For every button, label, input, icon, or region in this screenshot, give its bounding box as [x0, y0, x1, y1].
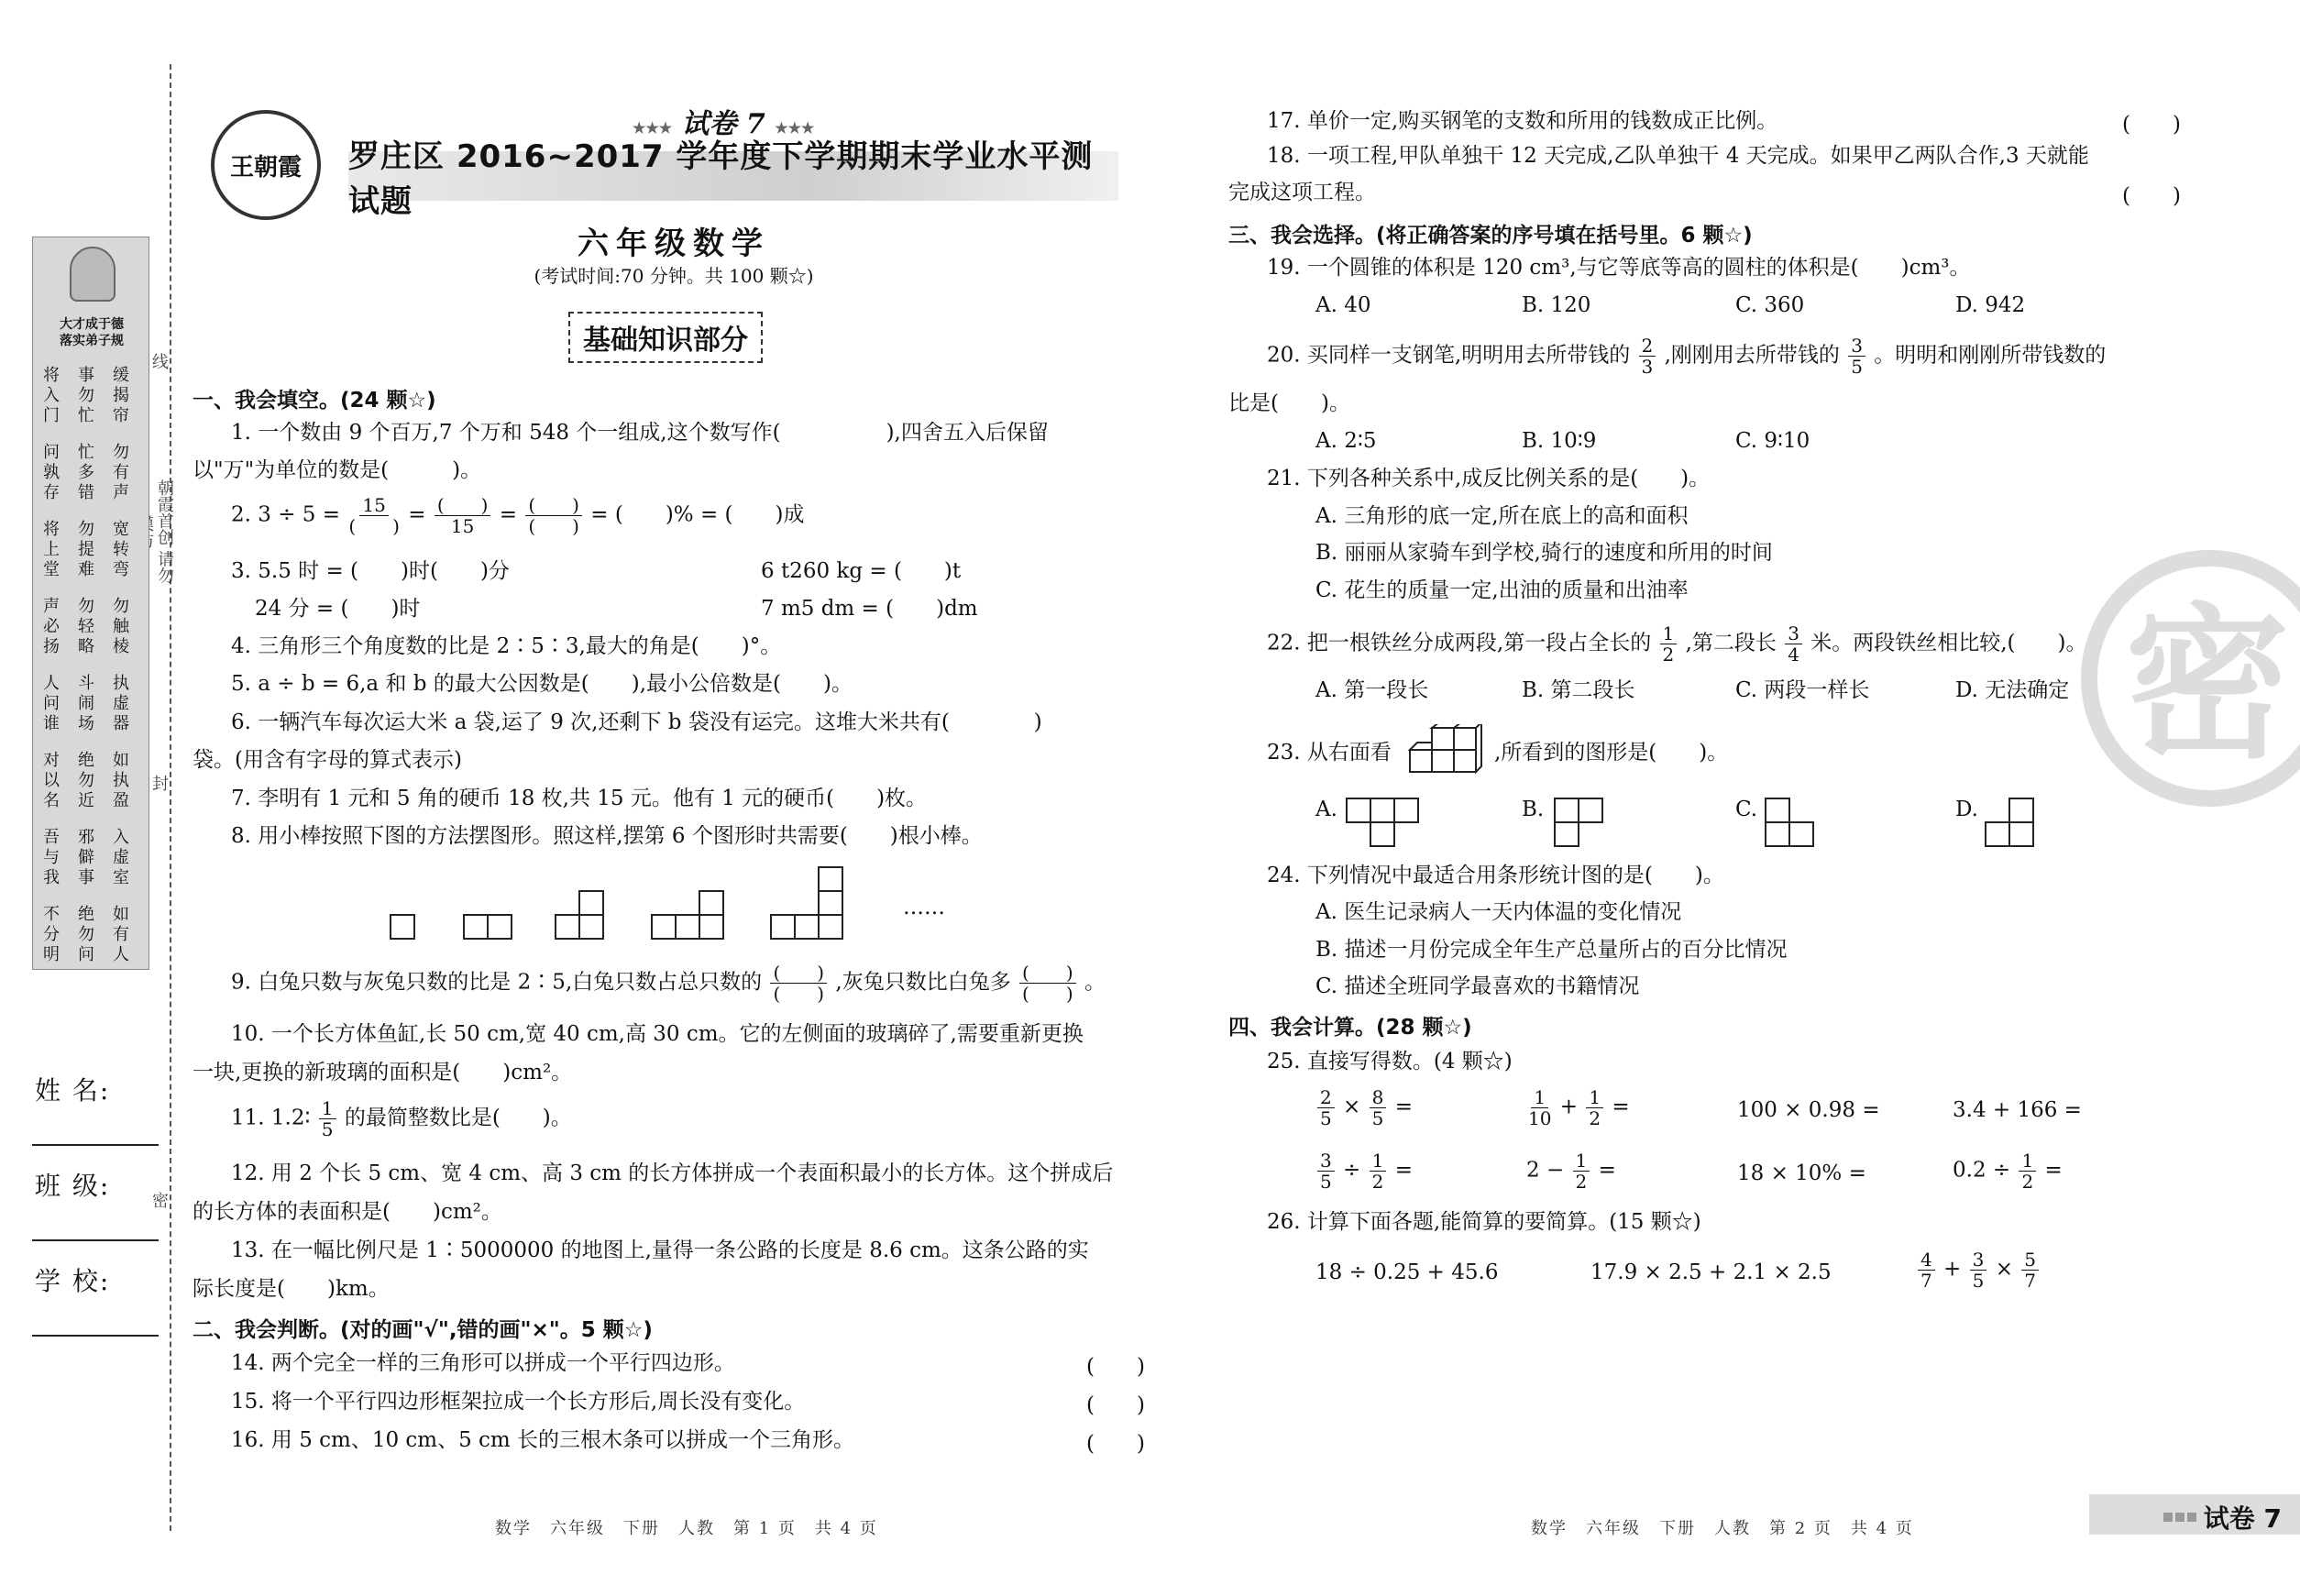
motto-box: [32, 237, 149, 970]
stick-figure-4a: [651, 914, 677, 940]
q21-option-a: A. 三角形的底一定,所在底上的高和面积: [1315, 504, 1689, 528]
question-9: 9. 白兔只数与灰兔只数的比是 2∶5,白兔只数占总只数的 $\frac{( )}{( )}$ ,灰兔只数比白兔多 $\frac{( )}{( )}$ 。: [231, 962, 1106, 1005]
q2-suffix: = ( )% = ( )成: [590, 502, 805, 527]
stick-figure-5a: [770, 914, 796, 940]
corner-squares: [2163, 1513, 2196, 1522]
motto-text: 事勿忙: [78, 366, 94, 425]
slogan-line-2: 落实弟子规: [60, 334, 124, 348]
question-3-left-2: 24 分 = ( )时: [255, 597, 421, 621]
q9-fraction-2: $\frac{( )}{( )}$: [1019, 963, 1076, 1004]
q20-option-c: C. 9∶10: [1735, 429, 1810, 453]
q2-prefix: 2. 3 ÷ 5 =: [231, 502, 340, 527]
q25-item-3: 100 × 0.98 =: [1737, 1098, 1880, 1122]
q20-option-b: B. 10∶9: [1522, 429, 1597, 453]
q14-answer-paren[interactable]: ( ): [1086, 1355, 1145, 1379]
motto-columns: [40, 366, 132, 965]
motto-row: [40, 674, 132, 734]
motto-text: 声必扬: [43, 597, 60, 656]
page-1: [193, 0, 1155, 1596]
motto-text: 勿有声: [113, 443, 129, 502]
q26-item-2: 17.9 × 2.5 + 2.1 × 2.5: [1590, 1260, 1832, 1284]
question-20: 20. 买同样一支钢笔,明明用去所带钱的 $\frac{2}{3}$ ,刚刚用去所带钱的 $\frac{3}{5}$ 。明明和刚刚所带钱数的: [1267, 335, 2107, 378]
stick-figure-3b: [578, 914, 604, 940]
q16-answer-paren[interactable]: ( ): [1086, 1432, 1145, 1456]
question-24: 24. 下列情况中最适合用条形统计图的是( )。: [1267, 864, 1724, 887]
question-12-line-2: 的长方体的表面积是( )cm²。: [193, 1200, 502, 1224]
motto-row: [40, 520, 132, 580]
question-3-right-1: 6 t260 kg = ( )t: [761, 559, 962, 583]
stick-figure-3a: [555, 914, 580, 940]
q25-item-8: 0.2 ÷ $\frac{1}{2}$ =: [1953, 1150, 2063, 1193]
q9-fraction-1: $\frac{( )}{( )}$: [770, 963, 827, 1004]
question-10-line-1: 10. 一个长方体鱼缸,长 50 cm,宽 40 cm,高 30 cm。它的左侧面的玻璃碎了,需要重新更换: [231, 1022, 1084, 1046]
q25-item-5: $\frac{3}{5}$ ÷ $\frac{1}{2}$ =: [1315, 1150, 1413, 1192]
stick-figure-5e: [818, 866, 843, 892]
q19-option-b: B. 120: [1522, 293, 1591, 317]
q25-item-4: 3.4 + 166 =: [1953, 1098, 2082, 1122]
exam-info: (考试时间:70 分钟。共 100 颗☆): [534, 265, 814, 287]
exam-title: 罗庄区 2016~2017 学年度下学期期末学业水平测试题: [348, 138, 1094, 220]
page-1-footer: 数学 六年级 下册 人教 第 1 页 共 4 页: [495, 1519, 878, 1538]
school-field[interactable]: [32, 1335, 159, 1337]
q26-item-1: 18 ÷ 0.25 + 45.6: [1315, 1260, 1499, 1284]
q15-answer-paren[interactable]: ( ): [1086, 1393, 1145, 1417]
corner-paper-label: [2163, 1499, 2282, 1535]
stick-figure-2a: [463, 914, 489, 940]
section-4-title: 四、我会计算。(28 颗☆): [1228, 1016, 1472, 1040]
q20-fraction-2: $\frac{3}{5}$: [1848, 336, 1865, 377]
q11-fraction: $\frac{1}{5}$: [319, 1098, 336, 1139]
binding-mark-seal-2: 封: [152, 775, 169, 794]
question-11: 11. 1.2∶ $\frac{1}{5}$ 的最简整数比是( )。: [231, 1097, 572, 1140]
stick-figure-5c: [818, 914, 843, 940]
motto-row: [40, 443, 132, 503]
stick-figure-4b: [675, 914, 700, 940]
q25-item-2: $\frac{1}{10}$ + $\frac{1}{2}$ =: [1528, 1086, 1630, 1129]
motto-text: 忙多错: [78, 443, 94, 502]
q23-option-c: C.: [1735, 798, 1758, 821]
publisher-logo: 王朝霞: [211, 110, 321, 220]
stick-figures: [390, 857, 1031, 949]
section-box: 基础知识部分: [568, 312, 763, 363]
q18-answer-paren[interactable]: ( ): [2122, 184, 2181, 208]
q24-option-a: A. 医生记录病人一天内体温的变化情况: [1315, 900, 1682, 924]
question-23-prefix: 23. 从右面看: [1267, 741, 1392, 765]
q22-fraction-2: $\frac{3}{4}$: [1785, 623, 1802, 665]
motto-text: 执虚器: [113, 674, 129, 733]
q22-fraction-1: $\frac{1}{2}$: [1660, 623, 1678, 665]
q24-option-c: C. 描述全班同学最喜欢的书籍情况: [1315, 974, 1640, 998]
star-decoration-right: ★★★: [775, 119, 815, 137]
motto-row: [40, 905, 132, 965]
motto-text: 缓揭帘: [113, 366, 129, 425]
binding-mark-line: 线: [152, 353, 169, 372]
name-field[interactable]: [32, 1144, 159, 1146]
question-5: 5. a ÷ b = 6,a 和 b 的最大公因数是( ),最小公倍数是( )。: [231, 672, 853, 696]
q23-cube-figure: [1403, 724, 1494, 788]
question-4: 4. 三角形三个角度数的比是 2∶5∶3,最大的角是( )°。: [231, 634, 782, 658]
motto-text: 勿轻略: [78, 597, 94, 656]
question-13-line-1: 13. 在一幅比例尺是 1∶5000000 的地图上,量得一条公路的长度是 8.6 cm。这条公路的实: [231, 1238, 1089, 1262]
q23-option-d: D.: [1955, 798, 1978, 821]
question-15: 15. 将一个平行四边形框架拉成一个长方形后,周长没有变化。: [231, 1390, 806, 1414]
q2-fraction-1: $\frac{15}{( )}$: [348, 494, 400, 537]
section-3-title: 三、我会选择。(将正确答案的序号填在括号里。6 颗☆): [1228, 224, 1753, 248]
motto-slogan: [37, 316, 147, 349]
header-banner: [202, 101, 1155, 220]
q24-option-b: B. 描述一月份完成全年生产总量所占的百分比情况: [1315, 938, 1788, 962]
motto-text: 入虚室: [113, 828, 129, 887]
motto-text: 绝勿问: [78, 905, 94, 964]
q19-option-d: D. 942: [1955, 293, 2026, 317]
q19-option-c: C. 360: [1735, 293, 1805, 317]
q21-option-b: B. 丽丽从家骑车到学校,骑行的速度和所用的时间: [1315, 541, 1773, 565]
binding-note: 朝霞首创 请勿: [155, 479, 174, 584]
question-26: 26. 计算下面各题,能简算的要简算。(15 颗☆): [1267, 1210, 1701, 1234]
stick-figure-2b: [487, 914, 512, 940]
question-1-line-1: 1. 一个数由 9 个百万,7 个万和 548 个一组成,这个数写作( ),四舍五入后保留: [231, 421, 1049, 445]
motto-text: 勿提难: [78, 520, 94, 579]
title-bar: [348, 138, 1118, 220]
question-3-left-1: 3. 5.5 时 = ( )时( )分: [231, 559, 510, 583]
question-10-line-2: 一块,更换的新玻璃的面积是( )cm²。: [193, 1061, 573, 1084]
q22-option-b: B. 第二段长: [1522, 678, 1635, 702]
question-19: 19. 一个圆锥的体积是 120 cm³,与它等底等高的圆柱的体积是( )cm³。: [1267, 256, 1971, 280]
q17-answer-paren[interactable]: ( ): [2122, 113, 2181, 137]
question-22: 22. 把一根铁丝分成两段,第一段占全长的 $\frac{1}{2}$ ,第二段长 $\frac{3}{4}$ 米。两段铁丝相比较,( )。: [1267, 622, 2087, 666]
q19-option-a: A. 40: [1315, 293, 1371, 317]
motto-text: 对以名: [43, 751, 60, 810]
question-18-line-2: 完成这项工程。: [1228, 181, 1376, 204]
question-2: 2. 3 ÷ 5 = $\frac{15}{( )}$ = $\frac{( )}{15}$ = $\frac{( )}{( )}$ = ( )% = ( )成: [231, 494, 805, 537]
subject-title: 六年级数学: [578, 226, 770, 262]
motto-text: 如执盈: [113, 751, 129, 810]
question-13-line-2: 际长度是( )km。: [193, 1277, 390, 1301]
stick-figure-5d: [818, 890, 843, 916]
question-25: 25. 直接写得数。(4 颗☆): [1267, 1050, 1513, 1073]
q22-option-c: C. 两段一样长: [1735, 678, 1870, 702]
question-18-line-1: 18. 一项工程,甲队单独干 12 天完成,乙队单独干 4 天完成。如果甲乙两队合作,3 天就能: [1267, 144, 2089, 168]
motto-text: 绝勿近: [78, 751, 94, 810]
motto-text: 宽转弯: [113, 520, 129, 579]
stick-figure-5b: [794, 914, 820, 940]
section-2-title: 二、我会判断。(对的画"√",错的画"×"。5 颗☆): [193, 1318, 653, 1342]
motto-text: 邪僻事: [78, 828, 94, 887]
q21-option-c: C. 花生的质量一定,出油的质量和出油率: [1315, 578, 1689, 602]
corner-label-text: 试卷 7: [2203, 1503, 2282, 1534]
q22-option-d: D. 无法确定: [1955, 678, 2070, 702]
question-6-line-1: 6. 一辆汽车每次运大米 a 袋,运了 9 次,还剩下 b 袋没有运完。这堆大米共有( ): [231, 710, 1042, 734]
binding-sidebar: [0, 0, 174, 1596]
q26-item-3: $\frac{4}{7}$ + $\frac{3}{5}$ × $\frac{5}{7}$: [1916, 1249, 2041, 1291]
q25-item-7: 18 × 10% =: [1737, 1161, 1866, 1185]
name-label: 姓 名:: [35, 1075, 111, 1106]
question-20-line-2: 比是( )。: [1228, 391, 1350, 415]
question-8: 8. 用小棒按照下图的方法摆图形。照这样,摆第 6 个图形时共需要( )根小棒。: [231, 824, 983, 848]
q2-fraction-2: $\frac{( )}{15}$: [435, 495, 491, 536]
question-14: 14. 两个完全一样的三角形可以拼成一个平行四边形。: [231, 1351, 735, 1375]
stick-figure-4c: [699, 914, 724, 940]
binding-mark-seal: 密: [152, 1192, 169, 1211]
motto-row: [40, 597, 132, 657]
q20-option-a: A. 2∶5: [1315, 429, 1377, 453]
motto-text: 吾与我: [43, 828, 60, 887]
q25-item-1: $\frac{2}{5}$ × $\frac{8}{5}$ =: [1315, 1087, 1413, 1128]
motto-row: [40, 751, 132, 811]
motto-row: [40, 366, 132, 426]
school-label: 学 校:: [35, 1266, 111, 1296]
section-1-title: 一、我会填空。(24 颗☆): [193, 389, 436, 413]
page-2-footer: 数学 六年级 下册 人教 第 2 页 共 4 页: [1531, 1519, 1914, 1538]
stick-figure-4d: [699, 890, 724, 916]
q22-option-a: A. 第一段长: [1315, 678, 1429, 702]
q25-item-6: 2 − $\frac{1}{2}$ =: [1526, 1150, 1616, 1193]
question-16: 16. 用 5 cm、10 cm、5 cm 长的三根木条可以拼成一个三角形。: [231, 1428, 855, 1452]
q20-fraction-1: $\frac{2}{3}$: [1639, 336, 1656, 377]
q23-option-b: B.: [1522, 798, 1545, 821]
stick-figure-3c: [578, 890, 604, 916]
class-field[interactable]: [32, 1239, 159, 1241]
slogan-line-1: 大才成于德: [60, 317, 124, 332]
scholar-illustration: [70, 247, 116, 302]
star-decoration-left: ★★★: [633, 119, 673, 137]
q23-option-a: A.: [1315, 798, 1337, 821]
question-23-suffix: ,所看到的图形是( )。: [1494, 741, 1729, 765]
question-21: 21. 下列各种关系中,成反比例关系的是( )。: [1267, 467, 1711, 490]
motto-text: 斗闹场: [78, 674, 94, 733]
motto-row: [40, 828, 132, 888]
binding-dash-line: [170, 64, 171, 1531]
question-6-line-2: 袋。(用含有字母的算式表示): [193, 748, 462, 772]
motto-text: 将上堂: [43, 520, 60, 579]
stick-figure-1: [390, 914, 415, 940]
question-12-line-1: 12. 用 2 个长 5 cm、宽 4 cm、高 3 cm 的长方体拼成一个表面积最小的长方体。这个拼成后: [231, 1161, 1114, 1185]
class-label: 班 级:: [35, 1171, 111, 1201]
secret-seal-watermark: 密: [2081, 550, 2300, 807]
question-1-line-2: 以"万"为单位的数是( )。: [193, 458, 482, 482]
question-17: 17. 单价一定,购买钢笔的支数和所用的钱数成正比例。: [1267, 109, 1778, 133]
motto-text: 不分明: [43, 905, 60, 964]
q2-fraction-3: $\frac{( )}{( )}$: [525, 495, 582, 536]
motto-text: 将入门: [43, 366, 60, 425]
paper-tag-text: 试卷 7: [681, 108, 765, 140]
motto-text: 勿触棱: [113, 597, 129, 656]
stick-figures-ellipsis: ……: [903, 896, 945, 919]
question-7: 7. 李明有 1 元和 5 角的硬币 18 枚,共 15 元。他有 1 元的硬币( )枚。: [231, 787, 928, 810]
motto-text: 问孰存: [43, 443, 60, 502]
motto-text: 如有人: [113, 905, 129, 964]
motto-text: 人问谁: [43, 674, 60, 733]
motto-header: [33, 237, 149, 347]
question-3-right-2: 7 m5 dm = ( )dm: [761, 597, 978, 621]
